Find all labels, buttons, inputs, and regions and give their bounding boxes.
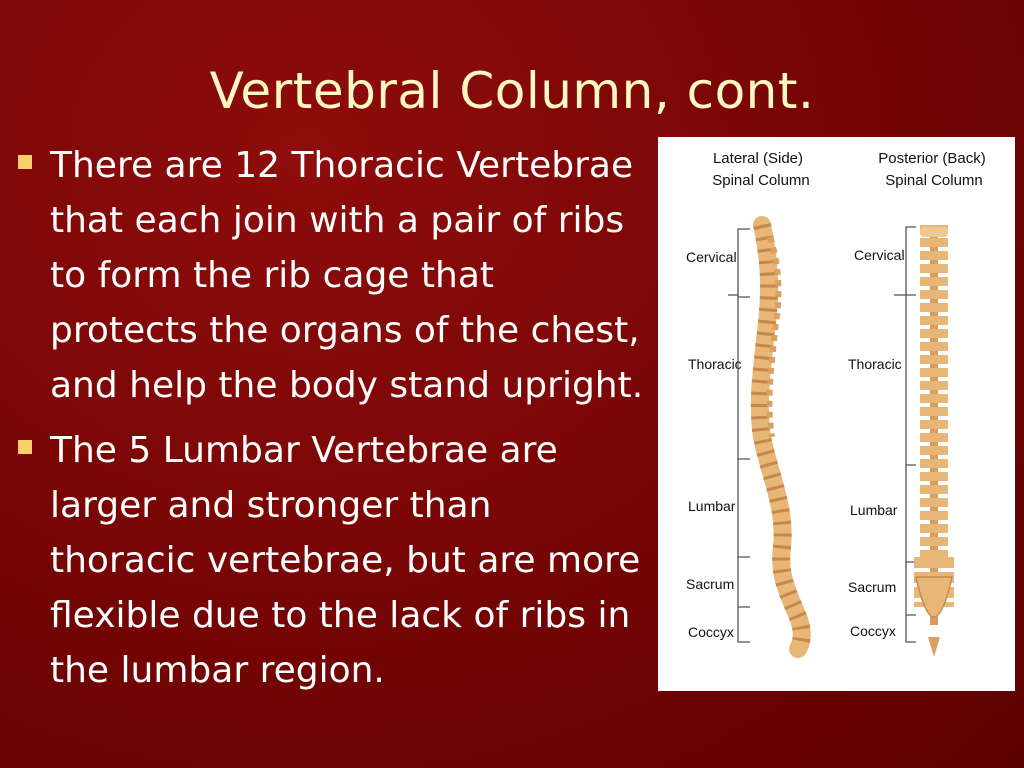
posterior-label-lumbar: Lumbar bbox=[850, 502, 898, 518]
lateral-label-lumbar: Lumbar bbox=[688, 498, 736, 514]
posterior-label-thoracic: Thoracic bbox=[848, 356, 902, 372]
posterior-heading-line-2: Spinal Column bbox=[885, 172, 983, 189]
posterior-heading-line-1: Posterior (Back) bbox=[878, 150, 986, 167]
spine-diagram bbox=[658, 137, 1015, 691]
lateral-heading-line-1: Lateral (Side) bbox=[712, 150, 804, 167]
bullet-text: There are 12 Thoracic Vertebrae that each join with a pair of ribs to form the rib cage that protects the organs of the chest, and help the body stand upright. bbox=[50, 145, 644, 406]
lateral-label-thoracic: Thoracic bbox=[688, 356, 742, 372]
lateral-label-sacrum: Sacrum bbox=[686, 576, 735, 592]
spinal-column-illustration bbox=[658, 137, 1015, 691]
lateral-label-coccyx: Coccyx bbox=[688, 624, 734, 640]
bullet-square-icon bbox=[18, 155, 32, 169]
lateral-heading-line-2: Spinal Column bbox=[712, 172, 810, 189]
bullet-list bbox=[18, 138, 648, 708]
bullet-square-icon bbox=[18, 440, 32, 454]
lateral-spine bbox=[760, 225, 802, 649]
posterior-spine bbox=[916, 225, 952, 657]
posterior-label-cervical: Cervical bbox=[854, 247, 905, 263]
slide-title: Vertebral Column, cont. bbox=[209, 62, 815, 120]
posterior-region-brackets bbox=[894, 227, 916, 642]
posterior-label-sacrum: Sacrum bbox=[848, 579, 897, 595]
bullet-text: The 5 Lumbar Vertebrae are larger and stronger than thoracic vertebrae, but are more flexible due to the lack of ribs in the lumbar region. bbox=[50, 430, 641, 691]
posterior-label-coccyx: Coccyx bbox=[850, 623, 896, 639]
bullet-item bbox=[18, 423, 648, 698]
lateral-label-cervical: Cervical bbox=[686, 249, 737, 265]
bullet-item bbox=[18, 138, 648, 413]
